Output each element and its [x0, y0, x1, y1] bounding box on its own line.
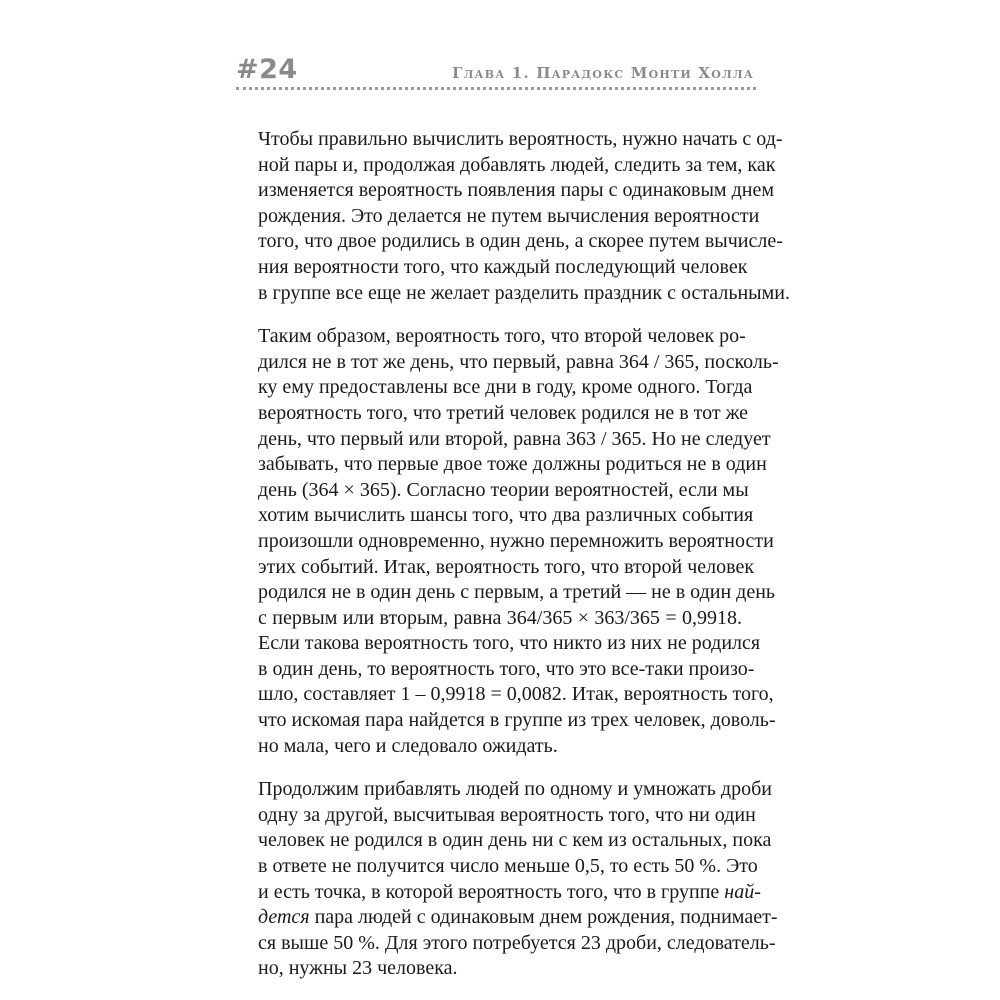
text-line: одну за другой, высчитывая вероятность того, что ни один — [258, 803, 756, 826]
text-line: произошли одновременно, нужно перемножить вероятности — [258, 529, 774, 552]
header-dotted-divider — [236, 87, 756, 90]
chapter-title: Глава 1. Парадокс Монти Холла — [452, 64, 754, 82]
text-line: Чтобы правильно вычислить вероятность, нужно начать с од- — [258, 128, 783, 150]
text-line: хотим вычислить шансы того, что два различных события — [258, 504, 754, 527]
text-line: изменяется вероятность появления пары с одинаковым днем — [258, 179, 774, 202]
text-line: этих событий. Итак, вероятность того, что второй человек — [258, 555, 755, 578]
italic-word: дется — [258, 906, 310, 929]
text-run: и есть точка, в которой вероятность того, что в группе — [258, 880, 725, 903]
page-header — [236, 54, 756, 94]
text-line: в ответе не получится число меньше 0,5, то есть 50 %. Это — [258, 855, 758, 878]
text-line: ния вероятности того, что каждый последующий человек — [258, 255, 748, 278]
text-line: с первым или вторым, равна 364/365 × 363/365 = 0,9918. — [258, 606, 742, 629]
text-line: в группе все еще не желает разделить праздник с остальными. — [258, 281, 790, 304]
text-line: день, что первый или второй, равна 363 / 365. Но не следует — [258, 427, 771, 450]
text-line: человек не родился в один день ни с кем из остальных, пока — [258, 829, 772, 852]
body-text — [258, 127, 790, 1000]
text-line: того, что двое родились в один день, а скорее путем вычисле- — [258, 230, 783, 253]
text-line: но, нужны 23 человека. — [258, 957, 458, 980]
text-line: что искомая пара найдется в группе из трех человек, доволь- — [258, 709, 776, 732]
text-line: рождения. Это делается не путем вычисления вероятности — [258, 204, 760, 227]
text-line: Если такова вероятность того, что никто из них не родился — [258, 632, 761, 655]
paragraph-3 — [258, 777, 778, 982]
text-line: ку ему предоставлены все дни в году, кроме одного. Тогда — [258, 376, 753, 399]
text-line-with-italic — [258, 880, 761, 906]
paragraph-1 — [258, 127, 790, 306]
text-line: забывать, что первые двое тоже должны родиться не в один — [258, 453, 767, 476]
text-line: шло, составляет 1 – 0,9918 = 0,0082. Итак, вероятность того, — [258, 683, 774, 706]
text-line: но мала, чего и следовало ожидать. — [258, 734, 558, 757]
text-line: дился не в тот же день, что первый, равна 364 / 365, посколь- — [258, 350, 779, 373]
text-line: вероятность того, что третий человек родился не в тот же — [258, 401, 749, 424]
text-line: родился не в один день с первым, а третий — не в один день — [258, 581, 776, 604]
text-run: пара людей с одинаковым днем рождения, поднимает- — [309, 906, 778, 929]
text-line-with-italic — [258, 905, 778, 931]
page-number: #24 — [236, 54, 298, 85]
text-line: ной пары и, продолжая добавлять людей, следить за тем, как — [258, 153, 776, 176]
text-line: Таким образом, вероятность того, что второй человек ро- — [258, 325, 746, 348]
paragraph-2 — [258, 324, 779, 759]
text-line: в один день, то вероятность того, что это все-таки произо- — [258, 657, 755, 680]
text-line: день (364 × 365). Согласно теории вероятностей, если мы — [258, 478, 749, 501]
text-line: ся выше 50 %. Для этого потребуется 23 дроби, следователь- — [258, 931, 776, 954]
text-line: Продолжим прибавлять людей по одному и умножать дроби — [258, 778, 772, 801]
italic-word: най- — [724, 880, 761, 903]
